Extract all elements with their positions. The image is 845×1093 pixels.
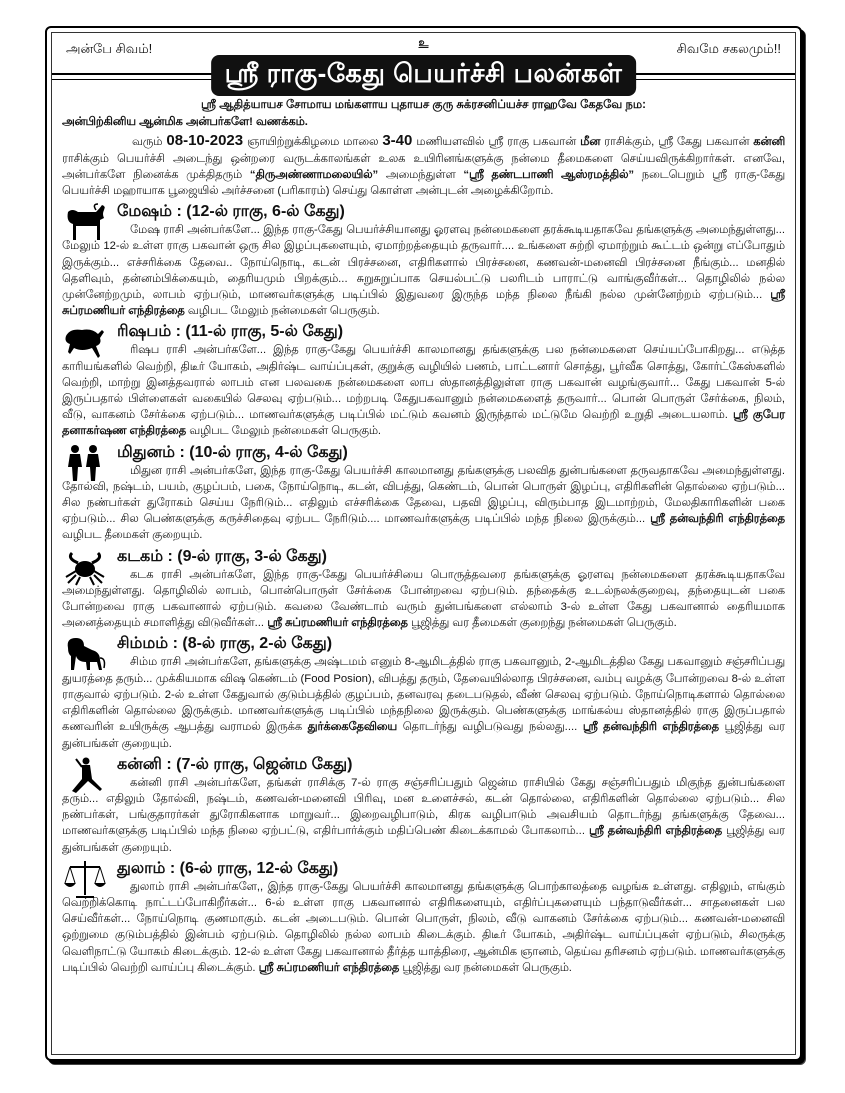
article-body	[62, 97, 785, 976]
intro-paragraph	[62, 133, 785, 199]
rasi-section	[62, 443, 785, 544]
prediction-text: மேஷ ராசி அன்பர்களே... இந்த ராகு-கேது பெயர்ச்சியானது ஓரளவு நன்மைகளை தரக்கூடியதாகவே தங்களுக்கு அமைந்துள்ளது... மேலும் 12-ல் உள்ள ராகு பகவான் ஒரு சில இழப்புகளையும், ஏமாற்றத்தையும் தருவார்.... உங்களை சுற்றி ஏமாற்றும் கூட்டம் ஒன்று எப்போதும் இருக்கும்... எச்சரிக்கை தேவை.. நோய்நொடி, கடன் பிரச்சனை, எதிரிகளால் பிரச்சனை, கணவன்-மனைவி பிரச்சனை நீங்கும்... மனதில் தெளிவும், தன்னம்பிக்கையும், தைரியமும் பிறக்கும்... சுறுசுறுப்பாக செயல்பட்டு பலரிடம் பாராட்டு வாங்குவீர்கள்... தொழிலில் நல்ல முன்னேற்றமும், லாபம் ஏற்படும், மாணவர்களுக்கு படிப்பில் இதுவரை இருந்த மந்த நிலை நீங்கி நல்ல முன்னேற்றம் ஏற்படும்...	[62, 224, 785, 302]
prediction-text: பூஜித்து வர துன்பங்கள் குறையும்.	[62, 721, 785, 750]
rasi-prediction	[62, 567, 785, 632]
intro-text: ஞாயிற்றுக்கிழமை மாலை	[243, 136, 383, 149]
mantra: ஸ்ரீ ஆதித்யாயச சோமாய மங்களாய புதாயச குரு சுக்ரசனிப்யச்ச ராஹவே கேதவே நம:	[201, 99, 646, 111]
remedy-yantra: ஸ்ரீ தன்வந்திரி எந்திரத்தை	[650, 513, 785, 526]
rasi-section	[62, 634, 785, 751]
remedy-yantra: ஸ்ரீ சுப்ரமணியர் எந்திரத்தை	[267, 617, 408, 630]
rasi-section	[62, 547, 785, 632]
rasi-heading: கடகம் : (9-ல் ராகு, 3-ல் கேது)	[117, 547, 327, 565]
greeting-right: சிவமே சகலமும்!!	[676, 41, 781, 56]
page-title: ஸ்ரீ ராகு-கேது பெயர்ச்சி பலன்கள்	[211, 55, 637, 96]
inner-border	[51, 32, 796, 1055]
intro-text: அமைந்துள்ள	[378, 168, 464, 181]
intro-text: வரும்	[132, 136, 167, 149]
ashram-name: “ஸ்ரீ தண்டபாணி ஆஸ்ரமத்தில்”	[463, 168, 634, 181]
intro-text: நடைபெறும் ஸ்ரீ ராகு-கேது பெயர்ச்சி மஹாயாக பூஜையில் அர்ச்சனை (பரிகாரம்) செய்து கொள்ள அன்புடன் அழைக்கிறோம்.	[62, 168, 786, 198]
prediction-text: வழிபட மேலும் நன்மைகள் பெருகும்.	[184, 305, 380, 318]
prediction-text: ரிஷப ராசி அன்பர்களே... இந்த ராகு-கேது பெயர்ச்சி காலமானது தங்களுக்கு பல நன்மைகளை செய்யப்போகிறது... எடுத்த காரியங்களில் வெற்றி, திடீர் யோகம், அதிர்ஷ்ட வாய்ப்புகள், குறுக்கு வழியில் பணம், பாட்டனார் சொத்து, பூர்வீக சொத்து, கோர்ட்கேஸ்களில் வெற்றி, மாற்று இனத்தவரால் லாபம் என பலவகை நன்மைகளை லாப ஸ்தானத்திலுள்ள ராகு பகவான் வழங்குவார்... கேது பகவான் 5-ல் இருப்பதால் பிள்ளைகள் வகையில் செலவு ஏற்படும்... மற்றபடி கேதுபகவானும் நன்மைகளைத் தருவார்... பொன் பொருள் சேர்க்கை, நிலம், வீடு, வாகனம் சேர்க்கை ஏற்படும்... மாணவர்களுக்கு படிப்பில் மட்டும் கவனம் இருந்தால் மட்டுமே வெற்றி உறுதி அடையலாம்.	[62, 344, 785, 422]
maiden-icon	[62, 755, 108, 795]
remedy-yantra: ஸ்ரீ சுப்ரமணியர் எந்திரத்தை	[62, 289, 785, 318]
scales-icon	[62, 859, 108, 899]
rasi-prediction	[62, 775, 785, 856]
page-frame	[45, 26, 802, 1061]
prediction-text: பூஜித்து வர தீமைகள் குறைந்து நன்மைகள் பெருகும்.	[407, 617, 677, 630]
intro-text: ராசிக்கும் பெயர்ச்சி அடைந்து ஒன்றரை வருடக்காலங்கள் உலக உயிரினங்களுக்கு நன்மை தீமைகளை செய்யவிருக்கிறார்கள். எனவே, அன்பர்களே நினைக்க முக்திதரும்	[62, 152, 785, 181]
prediction-text: துலாம் ராசி அன்பர்களே,, இந்த ராகு-கேது பெயர்ச்சி காலமானது தங்களுக்கு பொற்காலத்தை வழங்க உள்ளது. எதிலும், எங்கும் வெற்றிக்கொடி நாட்டப்போகிறீர்கள்... 6-ல் உள்ள ராகு பகவானால் எதிரிகளையும், எதிர்ப்புகளையும் பந்தாடுவீர்கள்... சாதனைகள் பல செய்வீர்கள்... நோய்நொடி குணமாகும். கடன் அடைபடும். பொன் பொருள், நிலம், வீடு வாகனம் சேர்க்கை ஏற்படும்... கணவன்-மனைவி ஒற்றுமை குடும்பத்தில் இன்பம் ஏற்படும். தொழிலில் நல்ல லாபம் கிடைக்கும். திடீர் யோகம், அதிர்ஷ்ட வாய்ப்புகள் ஏற்படும், சிலருக்கு வெளிநாட்டு யோகம் கிடைக்கும். 12-ல் உள்ள கேது பகவானால் தீர்த்த யாத்திரை, ஆன்மிக ஞானம், தெய்வ தரிசனம் ஏற்படும். மாணவர்களுக்கு படிப்பில் வெற்றி வாய்ப்பு கிடைக்கும்.	[62, 880, 785, 974]
rasi-heading: சிம்மம் : (8-ல் ராகு, 2-ல் கேது)	[117, 635, 333, 653]
prediction-text: தொடர்ந்து வழிபடுவது நல்லது....	[397, 721, 583, 734]
intro-text: ராசிக்கும், ஸ்ரீ கேது பகவான்	[600, 136, 754, 149]
rasi-prediction	[62, 222, 785, 319]
rasi-prediction	[62, 463, 785, 544]
prediction-text: கடக ராசி அன்பர்களே, இந்த ராகு-கேது பெயர்ச்சியை பொருத்தவரை தங்களுக்கு ஓரளவு நன்மைகளை தரக்கூடியதாகவே அமைந்துள்ளது. தொழிலில் லாபம், பொன்பொருள் சேர்க்கை போன்றவை ஏற்படும். தந்தைக்கு உடல்நலக்குறைவு, தந்தையுடன் பகை போன்றவை ராகு பகவானால் ஏற்படும். கவலை வேண்டாம் வரும் துன்பங்களை எல்லாம் 3-ல் உள்ள கேது பகவானால் தைரியமாக அனைத்தையும் சமாளித்து விடுவீர்கள்...	[62, 568, 785, 630]
rahu-rasi: மீன	[580, 136, 601, 149]
rasi-prediction	[62, 654, 785, 751]
intro-text: மணியளவில் ஸ்ரீ ராகு பகவான்	[412, 136, 581, 149]
rasi-section	[62, 755, 785, 856]
prediction-text: பூஜித்து வர நன்மைகள் பெருகும்.	[399, 961, 572, 974]
remedy-yantra: ஸ்ரீ குபேர தனாகர்ஷண எந்திரத்தை	[62, 409, 785, 438]
rasi-heading: மிதுனம் : (10-ல் ராகு, 4-ல் கேது)	[117, 443, 348, 461]
ram-icon	[62, 202, 108, 242]
transit-time: 3-40	[382, 132, 413, 150]
rasi-heading: மேஷம் : (12-ல் ராகு, 6-ல் கேது)	[117, 203, 345, 221]
prediction-text: கன்னி ராசி அன்பர்களே, தங்கள் ராசிக்கு 7-ல் ராகு சஞ்சரிப்பதும் ஜென்ம ராசியில் கேது சஞ்சரிப்பதும் மிகுந்த துன்பங்களை தரும்... எதிலும் தோல்வி, நஷ்டம், கணவன்-மனைவி பிரிவு, மன உளைச்சல், கடன் தொல்லை, எதிரிகளின் தொல்லை ஏற்படும்... சில நண்பர்கள், பங்குதாரர்கள் துரோகிகளாக மாறுவர்... இறைவழிபாடும், கிரக வழிபாடும் அவசியம் தொடர்ந்து தங்களுக்கு தேவை... மாணவர்களுக்கு படிப்பில் மந்த நிலை ஏற்பட்டு, எதிர்பார்க்கும் மதிப்பெண் கிடைக்காமல் போகலாம்...	[62, 776, 785, 838]
rasi-section	[62, 202, 785, 319]
remedy-yantra: ஸ்ரீ தன்வந்திரி எந்திரத்தை	[589, 825, 723, 838]
prediction-text: சிம்ம ராசி அன்பர்களே, தங்களுக்கு அஷ்டமம் எனும் 8-ஆமிடத்தில் ராகு பகவானும், 2-ஆமிடத்தில கேது பகவானும் சஞ்சரிப்பது துயரத்தை தரும்... முக்கியமாக விஷ கெண்டம் (Food Posion), விபத்து தரும், தேவையில்லாத பிரச்சனை, வம்பு வழக்கு போன்றவை 8-ல் உள்ள ராகுவால் ஏற்படும். 2-ல் உள்ள கேதுவால் குடும்பத்தில் குழப்பம், தனவரவு தடைபடுதல், வீண் செலவு ஏற்படும். நோய்நொடிகளால் தொல்லை எதிரிகளின் தொல்லை இருக்கும். மாணவர்களுக்கு படிப்பில் மந்தநிலை இருக்கும். பெண்களுக்கு மாங்கல்ய ஸ்தானத்தில் ராகு இருப்பதால் கணவரின் உயிருக்கு ஆபத்து வராமல் இருக்க	[62, 656, 785, 734]
prediction-text: வழிபட தீமைகள் குறையும்.	[62, 529, 203, 542]
pillaiyar-suli: உ	[418, 37, 429, 49]
twins-icon	[62, 443, 108, 483]
remedy-yantra: ஸ்ரீ சுப்ரமணியர் எந்திரத்தை	[258, 961, 400, 974]
rasi-heading: கன்னி : (7-ல் ராகு, ஜென்ம கேது)	[117, 755, 353, 773]
ketu-rasi: கன்னி	[753, 136, 785, 149]
remedy-yantra: ஸ்ரீ தன்வந்திரி எந்திரத்தை	[582, 721, 719, 734]
prediction-text: பூஜித்து வர துன்பங்கள் குறையும்.	[62, 825, 786, 854]
lion-icon	[62, 634, 108, 674]
prediction-text: மிதுன ராசி அன்பர்களே, இந்த ராகு-கேது பெயர்ச்சி காலமானது தங்களுக்கு பலவித துன்பங்களை தருவதாகவே அமைந்துள்ளது. தோல்வி, நஷ்டம், பயம், குழப்பம், பகை, நோய்நொடி, கடன், விபத்து, கெண்டம், பொன் பொருள் இழப்பு, எதிரிகளின் தொல்லை ஏற்படும்... சில நண்பர்கள் துரோகம் செய்ய நேரிடும்... எதிலும் எச்சரிக்கை தேவை, பதவி இழப்பு, விரும்பாத இடமாற்றம், மேலதிகாரிகளின் பகை ஏற்படும்... சில பெண்களுக்கு கருச்சிதைவு ஏற்பட நேரிடும்.... மாணவர்களுக்கு படிப்பில் மந்த நிலை இருக்கும்...	[62, 464, 785, 526]
rasi-section	[62, 859, 785, 976]
greeting-left: அன்பே சிவம்!	[66, 41, 153, 56]
crab-icon	[62, 547, 108, 587]
rasi-prediction	[62, 342, 785, 439]
remedy-deity: துர்க்கைதேவியை	[307, 721, 398, 734]
rasi-heading: துலாம் : (6-ல் ராகு, 12-ல் கேது)	[117, 859, 339, 877]
salutation: அன்பிற்கினிய ஆன்மிக அன்பர்களே! வணக்கம்.	[62, 116, 308, 129]
bull-icon	[62, 322, 108, 362]
rasi-section	[62, 322, 785, 439]
rasi-heading: ரிஷபம் : (11-ல் ராகு, 5-ல் கேது)	[117, 323, 344, 341]
rasi-prediction	[62, 879, 785, 976]
transit-date: 08-10-2023	[166, 132, 244, 150]
prediction-text: வழிபட மேலும் நன்மைகள் பெருகும்.	[186, 425, 382, 438]
place-name: “திருஅண்ணாமலையில்”	[249, 168, 379, 181]
